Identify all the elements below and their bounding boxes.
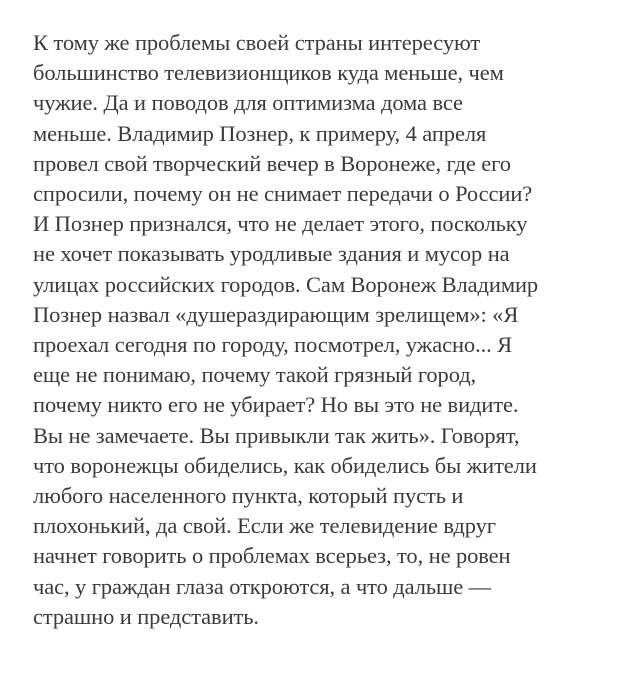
text-line: И Познер признался, что не делает этого, поскольку: [33, 211, 528, 237]
text-line: почему никто его не убирает? Но вы это не видите.: [33, 392, 519, 418]
text-line: провел свой творческий вечер в Воронеже, где его: [33, 150, 511, 176]
text-line: любого населенного пункта, который пусть и: [33, 483, 464, 509]
text-line: спросили, почему он не снимает передачи о России?: [33, 181, 533, 207]
text-line: еще не понимаю, почему такой грязный город,: [33, 362, 477, 388]
text-line: плохонький, да свой. Если же телевидение вдруг: [33, 513, 496, 539]
text-line: меньше. Владимир Познер, к примеру, 4 апреля: [33, 120, 487, 146]
text-line: час, у граждан глаза откроются, а что дальше —: [33, 573, 492, 599]
text-line: не хочет показывать уродливые здания и мусор на: [33, 241, 510, 267]
text-line: Познер назвал «душераздирающим зрелищем»: «Я: [33, 301, 519, 327]
text-line: большинство телевизионщиков куда меньше, чем: [33, 60, 504, 86]
text-line: К тому же проблемы своей страны интересуют: [33, 30, 481, 55]
article-body: [33, 28, 633, 632]
text-line: проехал сегодня по городу, посмотрел, ужасно... Я: [33, 332, 513, 358]
text-line: Вы не замечаете. Вы привыкли так жить». Говорят,: [33, 422, 520, 448]
text-line: чужие. Да и поводов для оптимизма дома все: [33, 90, 463, 116]
text-line: страшно и представить.: [33, 603, 259, 629]
text-line: улицах российских городов. Сам Воронеж Владимир: [33, 271, 539, 297]
text-line: что воронежцы обиделись, как обиделись бы жители: [33, 452, 537, 478]
text-line: начнет говорить о проблемах всерьез, то, не ровен: [33, 543, 511, 569]
